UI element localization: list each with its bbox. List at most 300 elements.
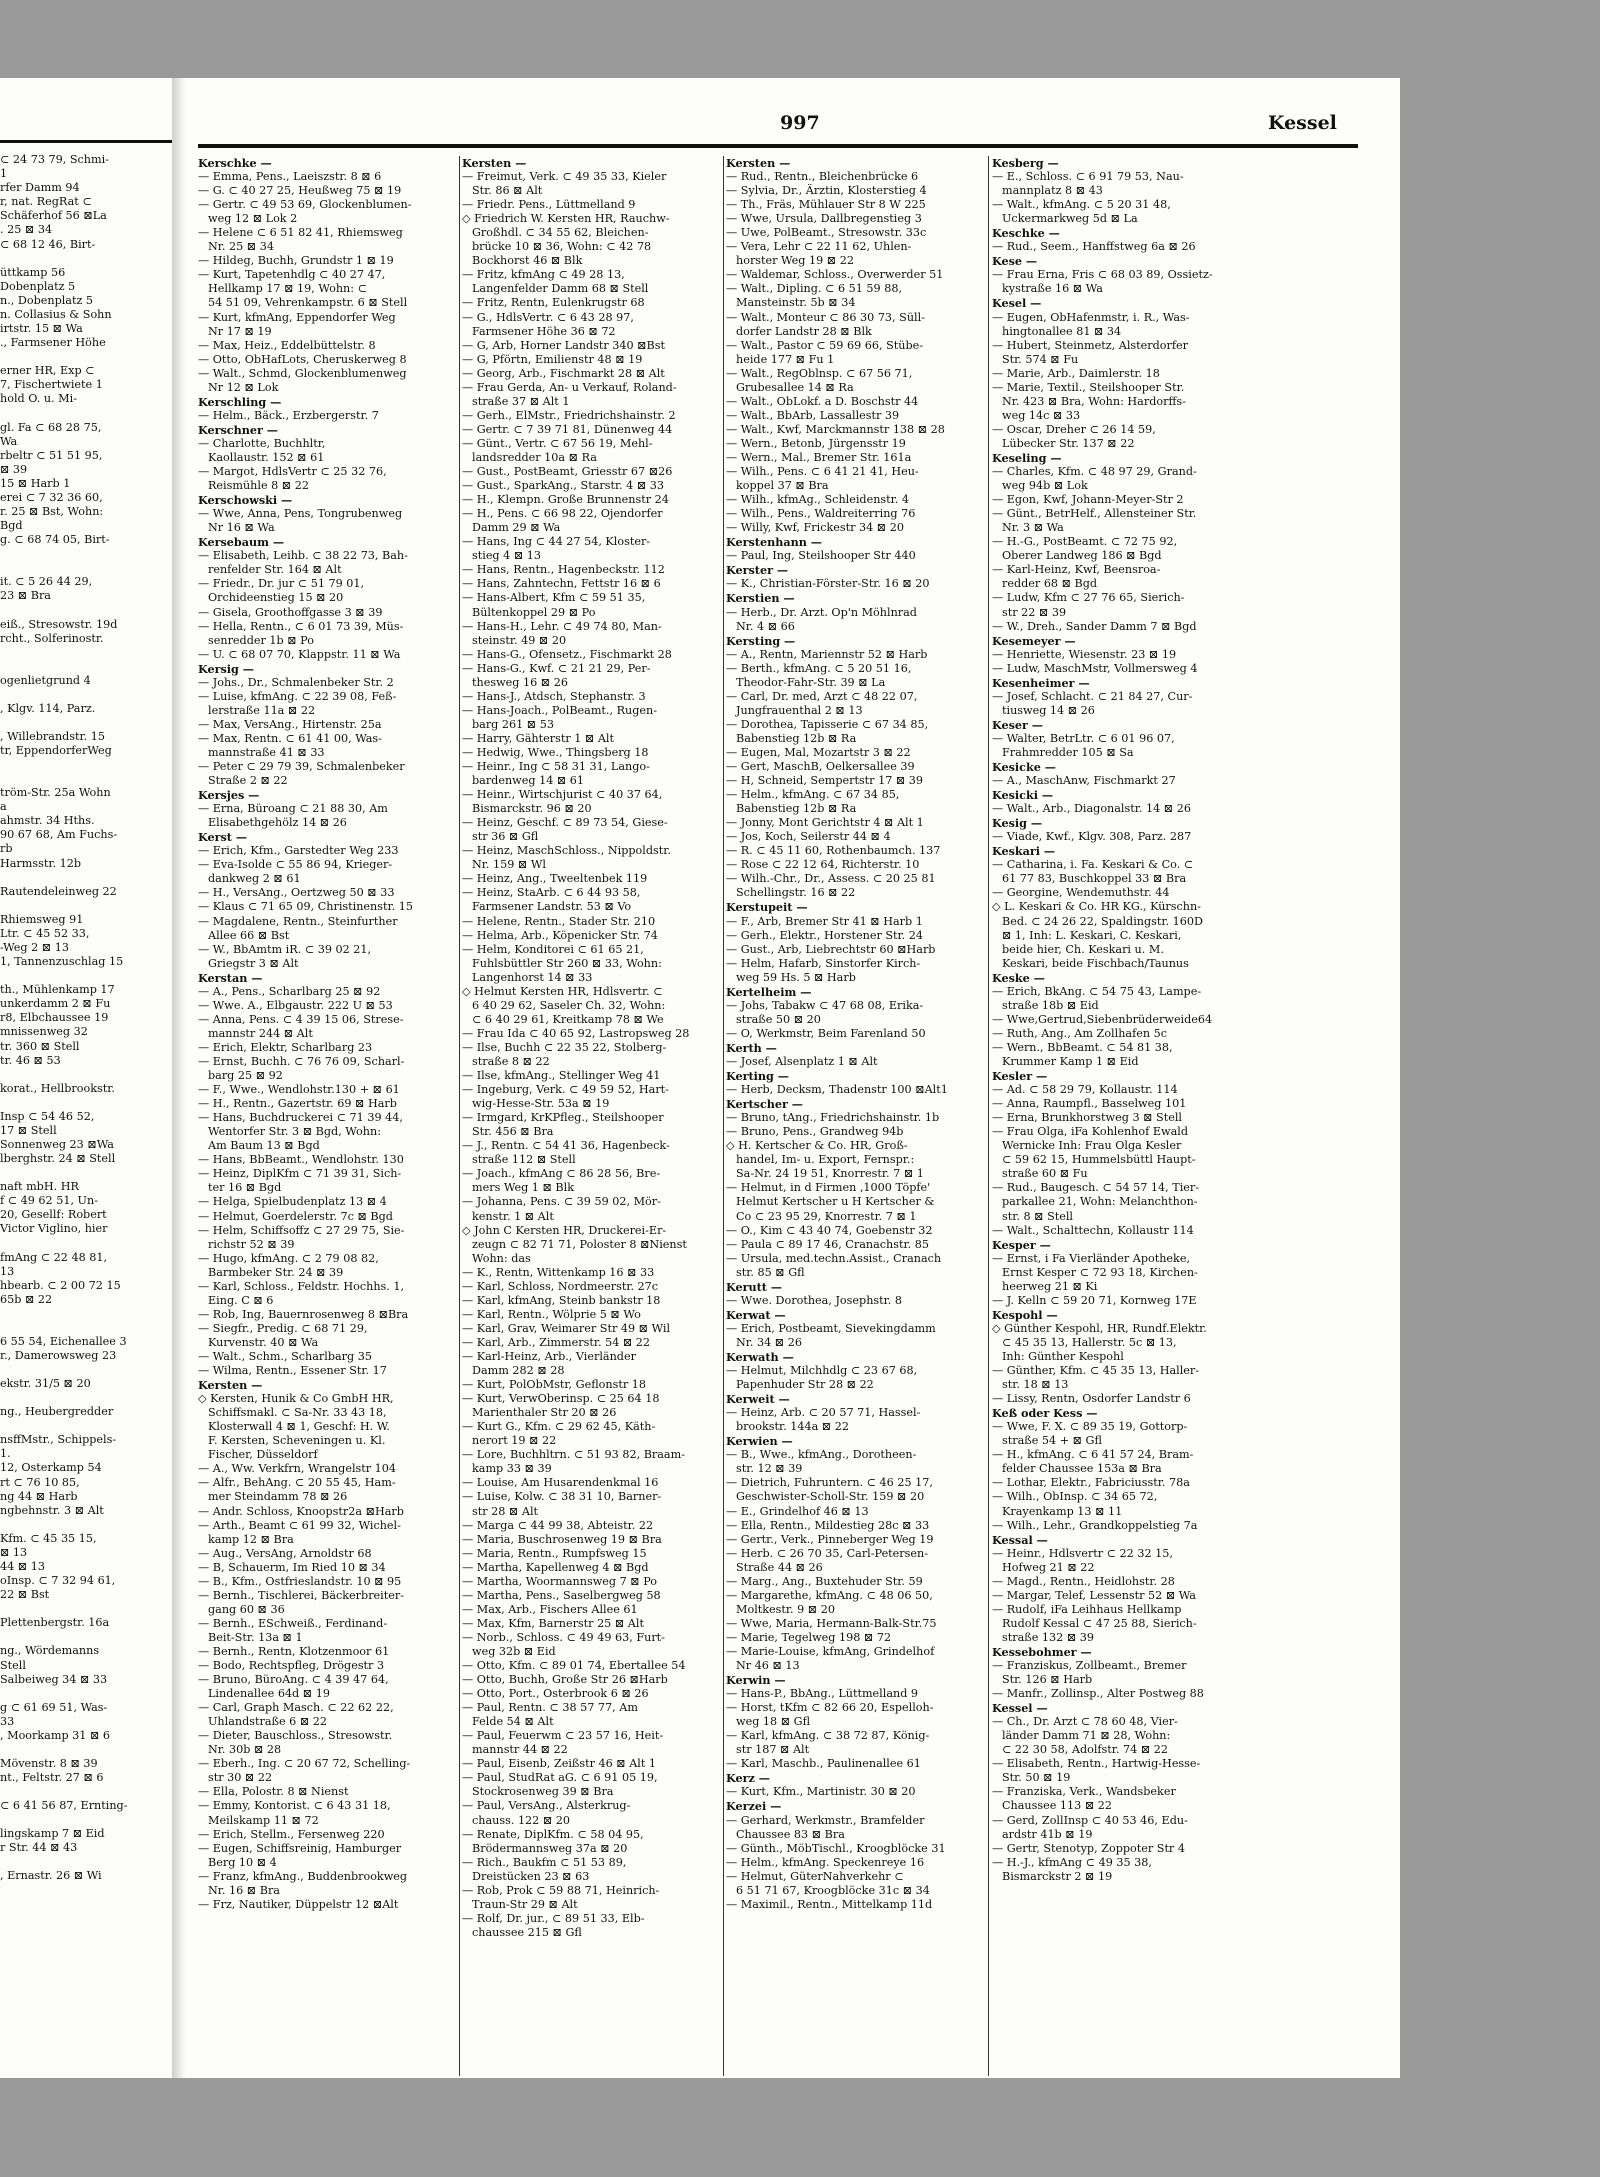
left-fragment-line: Stell	[0, 1658, 26, 1672]
directory-entry-line: ⊂ 45 35 13, Hallerstr. 5c ⊠ 13,	[1002, 1335, 1177, 1349]
left-fragment-line	[0, 561, 172, 575]
left-fragment-line: eiß., Stresowstr. 19d	[0, 617, 118, 631]
directory-entry-line: — Marie-Louise, kfmAng, Grindelhof	[726, 1644, 935, 1658]
directory-entry-line: — Hans-G., Ofensetz., Fischmarkt 28	[462, 647, 672, 661]
directory-entry-line: weg 14c ⊠ 33	[1002, 408, 1081, 422]
directory-entry-line: — G, Arb, Horner Landstr 340 ⊠Bst	[462, 338, 666, 352]
directory-column-4	[992, 156, 1254, 1884]
directory-entry-line: — Kurt G., Kfm. ⊂ 29 62 45, Käth-	[462, 1420, 656, 1434]
directory-entry-line: heerweg 21 ⊠ Ki	[1002, 1279, 1098, 1293]
directory-entry-line: — Paul, Rentn. ⊂ 38 57 77, Am	[462, 1701, 638, 1715]
directory-entry-line: — Siegfr., Predig. ⊂ 68 71 29,	[198, 1321, 368, 1335]
directory-entry-line: Kesel —	[992, 296, 1042, 311]
left-fragment-line: , Moorkamp 31 ⊠ 6	[0, 1728, 111, 1742]
directory-entry-line: — Walt., RegOblnsp. ⊂ 67 56 71,	[726, 366, 913, 380]
directory-entry-line: Schellingstr. 16 ⊠ 22	[736, 886, 856, 900]
directory-entry-line: — Hugo, kfmAng. ⊂ 2 79 08 82,	[198, 1251, 379, 1265]
directory-entry-line: — Aug., VersAng, Arnoldstr 68	[198, 1546, 372, 1560]
left-fragment-line: , Klgv. 114, Parz.	[0, 701, 96, 715]
left-fragment-line	[0, 1630, 172, 1644]
directory-entry-line: — Helmut, Milchhdlg ⊂ 23 67 68,	[726, 1364, 918, 1378]
left-fragment-line: rt ⊂ 76 10 85,	[0, 1475, 80, 1489]
directory-entry-line: — O., Kim ⊂ 43 40 74, Goebenstr 32	[726, 1223, 933, 1237]
left-fragment-line: 90 67 68, Am Fuchs-	[0, 828, 118, 842]
left-fragment-line: f ⊂ 49 62 51, Un-	[0, 1194, 98, 1208]
directory-entry-line: Papenhuder Str 28 ⊠ 22	[736, 1378, 874, 1392]
left-fragment-line: tr. 360 ⊠ Stell	[0, 1039, 80, 1053]
directory-entry-line: — Ursula, med.techn.Assist., Cranach	[726, 1251, 942, 1265]
directory-entry-line: — Hildeg, Buchh, Grundstr 1 ⊠ 19	[198, 254, 394, 268]
directory-entry-line: — Maximil., Rentn., Mittelkamp 11d	[726, 1897, 933, 1911]
left-fragment-line	[0, 1602, 172, 1616]
directory-entry-line: Hellkamp 17 ⊠ 19, Wohn: ⊂	[208, 282, 367, 296]
directory-entry-line: chaussee 215 ⊠ Gfl	[472, 1925, 582, 1939]
directory-entry-line: — Rudolf, iFa Leihhaus Hellkamp	[992, 1602, 1182, 1616]
directory-entry-line: — Hans, Ing ⊂ 44 27 54, Kloster-	[462, 535, 651, 549]
directory-entry-line: — Heinr., Wirtschjurist ⊂ 40 37 64,	[462, 788, 663, 802]
directory-entry-line: — Louise, Am Husarendenkmal 16	[462, 1476, 659, 1490]
directory-entry-line: 54 51 09, Vehrenkampstr. 6 ⊠ Stell	[208, 296, 408, 310]
directory-entry-line: — Walt., Schm., Scharlbarg 35	[198, 1349, 372, 1363]
directory-entry-line: — Wwe, Maria, Hermann-Balk-Str.75	[726, 1616, 937, 1630]
left-fragment-line: , Willebrandstr. 15	[0, 729, 106, 743]
left-fragment-line	[0, 1419, 172, 1433]
directory-entry-line: — Martha, Pens., Saselbergweg 58	[462, 1588, 661, 1602]
directory-entry-line: landsredder 10a ⊠ Ra	[472, 450, 597, 464]
directory-entry-line: Kerster —	[726, 563, 789, 578]
left-fragment-line: a	[0, 800, 7, 814]
directory-entry-line: heide 177 ⊠ Fu 1	[736, 352, 835, 366]
left-fragment-line: ⊂ 24 73 79, Schmi-	[0, 153, 109, 166]
directory-entry-line: — Hedwig, Wwe., Thingsberg 18	[462, 745, 649, 759]
directory-entry-line: brookstr. 144a ⊠ 22	[736, 1420, 849, 1434]
directory-entry-line: Kesicki —	[992, 788, 1054, 803]
directory-entry-line: — Ilse, Buchh ⊂ 22 35 22, Stolberg-	[462, 1040, 667, 1054]
directory-entry-line: — J., Rentn. ⊂ 54 41 36, Hagenbeck-	[462, 1139, 670, 1153]
directory-entry-line: — Hans, BbBeamt., Wendlohstr. 130	[198, 1153, 404, 1167]
directory-entry-line: — Frau Gerda, An- u Verkauf, Roland-	[462, 380, 677, 394]
directory-entry-line: — Paul, Eisenb, Zeißstr 46 ⊠ Alt 1	[462, 1757, 657, 1771]
directory-entry-line: — Fritz, kfmAng ⊂ 49 28 13,	[462, 268, 625, 282]
directory-entry-line: — Bernh., ESchweiß., Ferdinand-	[198, 1616, 388, 1630]
directory-entry-line: — Eugen, ObHafenmstr, i. R., Was-	[992, 310, 1190, 324]
left-fragment-line: ng., Heubergredder	[0, 1405, 114, 1419]
directory-entry-line: — U. ⊂ 68 07 70, Klappstr. 11 ⊠ Wa	[198, 647, 401, 661]
directory-entry-line: — R. ⊂ 45 11 60, Rothenbaumch. 137	[726, 844, 941, 858]
scanned-page	[0, 78, 1400, 2078]
left-fragment-line	[0, 899, 172, 913]
directory-entry-line: — Otto, Buchh, Große Str 26 ⊠Harb	[462, 1673, 668, 1687]
directory-entry-line: — Helmut, in d Firmen ‚1000 Töpfe'	[726, 1181, 931, 1195]
directory-entry-line: ◇ Helmut Kersten HR, Hdlsvertr. ⊂	[462, 984, 663, 998]
directory-entry-line: — Walt., Schmd, Glockenblumenweg	[198, 366, 407, 380]
directory-entry-line: — G. ⊂ 40 27 25, Heußweg 75 ⊠ 19	[198, 184, 402, 198]
directory-entry-line: — Kurt, Tapetenhdlg ⊂ 40 27 47,	[198, 268, 386, 282]
left-fragment-line: r., Damerowsweg 23	[0, 1349, 117, 1362]
left-fragment-line: oInsp. ⊂ 7 32 94 61,	[0, 1574, 116, 1588]
directory-entry-line: Griegstr 3 ⊠ Alt	[208, 956, 299, 970]
directory-entry-line: Bültenkoppel 29 ⊠ Po	[472, 605, 596, 619]
directory-entry-line: — Dieter, Bauschloss., Stresowstr.	[198, 1729, 393, 1743]
directory-entry-line: str 22 ⊠ 39	[1002, 605, 1067, 619]
directory-entry-line: — Waldemar, Schloss., Overwerder 51	[726, 268, 944, 282]
left-fragment-line: 17 ⊠ Stell	[0, 1123, 57, 1137]
left-fragment-line: Sonnenweg 23 ⊠Wa	[0, 1137, 114, 1151]
directory-entry-line: — Karl, Schloss, Nordmeerstr. 27c	[462, 1279, 659, 1293]
directory-entry-line: — Helm, Konditorei ⊂ 61 65 21,	[462, 942, 644, 956]
directory-entry-line: Krummer Kamp 1 ⊠ Eid	[1002, 1055, 1139, 1068]
directory-entry-line: — Ella, Polostr. 8 ⊠ Nienst	[198, 1785, 349, 1799]
left-fragment-line: hbearb. ⊂ 2 00 72 15	[0, 1278, 121, 1292]
directory-entry-line: — Gust., PostBeamt, Griesstr 67 ⊠26	[462, 465, 673, 479]
directory-entry-line: Grubesallee 14 ⊠ Ra	[736, 380, 854, 394]
directory-entry-line: Keseling —	[992, 450, 1062, 465]
directory-entry-line: dorfer Landstr 28 ⊠ Blk	[736, 324, 872, 338]
directory-entry-line: — Luise, kfmAng. ⊂ 22 39 08, Feß-	[198, 689, 397, 703]
directory-entry-line: Kerstenhann —	[726, 535, 822, 550]
directory-entry-line: — Otto, ObHafLots, Cheruskerweg 8	[198, 352, 407, 366]
directory-entry-line: Babenstieg 12b ⊠ Ra	[736, 802, 857, 816]
directory-entry-line: redder 68 ⊠ Bgd	[1002, 577, 1098, 591]
directory-entry-line: — Wwe. A., Elbgaustr. 222 U ⊠ 53	[198, 998, 393, 1012]
directory-entry-line: Kerweit —	[726, 1392, 790, 1407]
directory-entry-line: senredder 1b ⊠ Po	[208, 633, 314, 647]
directory-entry-line: ◇ Friedrich W. Kersten HR, Rauchw-	[462, 212, 670, 226]
left-fragment-line: rfer Damm 94	[0, 181, 80, 195]
directory-entry-line: Lübecker Str. 137 ⊠ 22	[1002, 436, 1135, 450]
left-fragment-line	[0, 758, 172, 772]
directory-entry-line: — Frau Ida ⊂ 40 65 92, Lastropsweg 28	[462, 1026, 690, 1040]
directory-entry-line: — Friedr., Dr. jur ⊂ 51 79 01,	[198, 577, 365, 591]
left-fragment-line	[0, 688, 172, 702]
directory-entry-line: — Lothar, Elektr., Fabriciusstr. 78a	[992, 1476, 1190, 1490]
left-fragment-line: Plettenbergstr. 16a	[0, 1616, 110, 1630]
directory-entry-line: felder Chaussee 153a ⊠ Bra	[1002, 1462, 1162, 1476]
directory-entry-line: Str. 456 ⊠ Bra	[472, 1125, 554, 1139]
directory-entry-line: — Carl, Dr. med, Arzt ⊂ 48 22 07,	[726, 689, 918, 703]
directory-entry-line: Frahmredder 105 ⊠ Sa	[1002, 745, 1134, 759]
column-divider	[723, 156, 724, 2076]
left-fragment-line: Rautendeleinweg 22	[0, 884, 117, 898]
directory-entry-line: — Günth., MöbTischl., Kroogblöcke 31	[726, 1841, 946, 1855]
directory-entry-line: — Karl-Heinz, Arb., Vierländer	[462, 1349, 636, 1363]
directory-entry-line: — Hans, Rentn., Hagenbeckstr. 112	[462, 563, 665, 577]
left-fragment-line: rbeltr ⊂ 51 51 95,	[0, 448, 103, 462]
left-fragment-line: th., Mühlenkamp 17	[0, 983, 115, 997]
directory-entry-line: — Hans-P., BbAng., Lüttmelland 9	[726, 1687, 919, 1701]
directory-entry-line: — Bernh., Tischlerei, Bäckerbreiter-	[198, 1588, 404, 1602]
directory-entry-line: — Henriette, Wiesenstr. 23 ⊠ 19	[992, 647, 1177, 661]
page-number: 997	[780, 112, 820, 134]
directory-entry-line: — Johs, Tabakw ⊂ 47 68 08, Erika-	[726, 998, 924, 1012]
left-fragment-line: 23 ⊠ Bra	[0, 589, 51, 603]
directory-entry-line: Reismühle 8 ⊠ 22	[208, 479, 309, 493]
directory-entry-line: Kespohl —	[992, 1307, 1058, 1322]
directory-entry-line: — Franziska, Verk., Wandsbeker	[992, 1785, 1176, 1799]
directory-entry-line: — Wilh., Pens., Waldreiterring 76	[726, 507, 916, 521]
directory-entry-line: — Karl, Grav, Weimarer Str 49 ⊠ Wil	[462, 1321, 671, 1335]
directory-entry-line: Kersten —	[462, 156, 527, 170]
directory-entry-line: — Bruno, Pens., Grandweg 94b	[726, 1125, 904, 1139]
directory-entry-line: Geschwister-Scholl-Str. 159 ⊠ 20	[736, 1490, 925, 1504]
directory-entry-line: Wernicke Inh: Frau Olga Kesler	[1002, 1139, 1182, 1153]
directory-entry-line: Kesler —	[992, 1069, 1048, 1084]
directory-entry-line: — Martha, Kapellenweg 4 ⊠ Bgd	[462, 1560, 649, 1574]
directory-entry-line: — Anna, Pens. ⊂ 4 39 15 06, Strese-	[198, 1012, 404, 1026]
directory-entry-line: — Gertr., Verk., Pinneberger Weg 19	[726, 1532, 934, 1546]
directory-entry-line: — F., Wwe., Wendlohstr.130 + ⊠ 61	[198, 1083, 400, 1097]
directory-entry-line: Moltkestr. 9 ⊠ 20	[736, 1602, 835, 1616]
directory-entry-line: Kerschling —	[198, 394, 282, 409]
directory-entry-line: — Karl, Schloss., Feldstr. Hochhs. 1,	[198, 1279, 405, 1293]
directory-entry-line: — Bruno, tAng., Friedrichshainstr. 1b	[726, 1111, 940, 1125]
directory-entry-line: handel, Im- u. Export, Fernspr.:	[736, 1153, 915, 1167]
directory-entry-line: Jungfrauenthal 2 ⊠ 13	[736, 703, 863, 717]
directory-entry-line: — H., VersAng., Oertzweg 50 ⊠ 33	[198, 886, 395, 900]
directory-entry-line: — H.-J., kfmAng ⊂ 49 35 38,	[992, 1855, 1152, 1869]
directory-entry-line: lerstraße 11a ⊠ 22	[208, 703, 316, 717]
directory-entry-line: — Manfr., Zollinsp., Alter Postweg 88	[992, 1687, 1204, 1701]
directory-entry-line: Nr 16 ⊠ Wa	[208, 521, 275, 535]
directory-entry-line: — Georg, Arb., Fischmarkt 28 ⊠ Alt	[462, 366, 665, 380]
directory-entry-line: — Karl, Arb., Zimmerstr. 54 ⊠ 22	[462, 1335, 651, 1349]
left-fragment-line: ahmstr. 34 Hths.	[0, 814, 95, 828]
directory-entry-line: — Margarethe, kfmAng. ⊂ 48 06 50,	[726, 1588, 933, 1602]
directory-entry-line: ◇ Kersten, Hunik & Co GmbH HR,	[198, 1392, 394, 1406]
directory-entry-line: nerort 19 ⊠ 22	[472, 1434, 557, 1448]
directory-entry-line: Marienthaler Str 20 ⊠ 26	[472, 1406, 617, 1420]
directory-entry-line: — Georgine, Wendemuthstr. 44	[992, 886, 1170, 900]
directory-entry-line: ardstr 41b ⊠ 19	[1002, 1827, 1093, 1841]
directory-entry-line: — Marg., Ang., Buxtehuder Str. 59	[726, 1574, 923, 1588]
directory-entry-line: weg 12 ⊠ Lok 2	[208, 212, 298, 226]
directory-entry-line: — Bernh., Rentn, Klotzenmoor 61	[198, 1644, 390, 1658]
directory-entry-line: Str. 574 ⊠ Fu	[1002, 352, 1079, 366]
directory-entry-line: — Max, Heiz., Eddelbüttelstr. 8	[198, 338, 376, 352]
left-fragment-line: fmAng ⊂ 22 48 81,	[0, 1250, 108, 1264]
directory-entry-line: Wohn: das	[472, 1251, 531, 1265]
left-fragment-line: korat., Hellbrookstr.	[0, 1081, 115, 1095]
directory-entry-line: — Horst, tKfm ⊂ 82 66 20, Espelloh-	[726, 1701, 934, 1715]
column-divider	[459, 156, 460, 2076]
book-gutter	[172, 78, 194, 2078]
directory-entry-line: — Gertr. ⊂ 49 53 69, Glockenblumen-	[198, 198, 412, 212]
left-fragment-line: gl. Fa ⊂ 68 28 75,	[0, 420, 102, 434]
directory-entry-line: zeugn ⊂ 82 71 71, Poloster 8 ⊠Nienst	[472, 1237, 687, 1251]
column-divider	[988, 156, 989, 2076]
header-keyword: Kessel	[1268, 112, 1337, 134]
directory-entry-line: — Wwe. Dorothea, Josephstr. 8	[726, 1293, 902, 1307]
directory-entry-line: — Helmut, GüterNahverkehr ⊂	[726, 1869, 904, 1883]
directory-entry-line: Traun-Str 29 ⊠ Alt	[472, 1897, 578, 1911]
directory-entry-line: Kerwath —	[726, 1349, 794, 1364]
directory-entry-line: hingtonallee 81 ⊠ 34	[1002, 324, 1122, 338]
directory-entry-line: — E., Schloss. ⊂ 6 91 79 53, Nau-	[992, 170, 1184, 184]
directory-entry-line: Mansteinstr. 5b ⊠ 34	[736, 296, 856, 310]
directory-entry-line: — Kurt, kfmAng, Eppendorfer Weg	[198, 310, 396, 324]
directory-entry-line: weg 59 Hs. 5 ⊠ Harb	[736, 970, 856, 984]
directory-entry-line: Nr. 3 ⊠ Wa	[1002, 521, 1064, 535]
directory-entry-line: — Viade, Kwf., Klgv. 308, Parz. 287	[992, 830, 1192, 844]
directory-entry-line: — Paul, StudRat aG. ⊂ 6 91 05 19,	[462, 1771, 658, 1785]
directory-entry-line: Uhlandstraße 6 ⊠ 22	[208, 1715, 327, 1729]
left-fragment-line: ekstr. 31/5 ⊠ 20	[0, 1377, 91, 1391]
left-fragment-line: naft mbH. HR	[0, 1180, 79, 1194]
directory-entry-line: ◇ L. Keskari & Co. HR KG., Kürschn-	[992, 900, 1201, 914]
left-fragment-line	[0, 252, 172, 266]
directory-entry-line: — Norb., Schloss. ⊂ 49 49 63, Furt-	[462, 1630, 665, 1644]
left-fragment-line	[0, 1321, 172, 1335]
directory-entry-line: Nr. 30b ⊠ 28	[208, 1743, 282, 1757]
directory-entry-line: — Jonny, Mont Gerichtstr 4 ⊠ Alt 1	[726, 816, 924, 830]
left-fragment-line: n. Collasius & Sohn	[0, 307, 112, 321]
left-fragment-line: Harmsstr. 12b	[0, 856, 81, 870]
directory-entry-line: — Gertr, Stenotyp, Zoppoter Str 4	[992, 1841, 1185, 1855]
directory-entry-line: — Max, Arb., Fischers Allee 61	[462, 1602, 638, 1616]
directory-entry-line: — Erna, Brunkhorstweg 3 ⊠ Stell	[992, 1111, 1182, 1125]
directory-entry-line: — Helene, Rentn., Stader Str. 210	[462, 914, 656, 928]
directory-entry-line: — Walt., BbArb, Lassallestr 39	[726, 408, 900, 422]
left-fragment-line	[0, 871, 172, 885]
directory-entry-line: Kerting —	[726, 1069, 789, 1084]
directory-entry-line: — Max, Rentn. ⊂ 61 41 00, Was-	[198, 731, 382, 745]
directory-entry-line: — Günt., BetrHelf., Allensteiner Str.	[992, 507, 1197, 521]
directory-entry-line: — Maria, Buschrosenweg 19 ⊠ Bra	[462, 1532, 662, 1546]
directory-entry-line: str. 8 ⊠ Stell	[1002, 1209, 1074, 1223]
directory-entry-line: — B., Wwe., kfmAng., Dorotheen-	[726, 1448, 917, 1462]
left-fragment-line: tr. 46 ⊠ 53	[0, 1053, 61, 1067]
directory-entry-line: — Berth., kfmAng. ⊂ 5 20 51 16,	[726, 661, 912, 675]
directory-entry-line: — Gerd, ZollInsp ⊂ 40 53 46, Edu-	[992, 1813, 1188, 1827]
directory-entry-line: straße 112 ⊠ Stell	[472, 1153, 576, 1167]
directory-entry-line: kamp 12 ⊠ Bra	[208, 1532, 294, 1546]
directory-entry-line: länder Damm 71 ⊠ 28, Wohn:	[1002, 1729, 1171, 1743]
directory-entry-line: Co ⊂ 23 95 29, Knorrestr. 7 ⊠ 1	[736, 1209, 917, 1223]
directory-entry-line: — Wern., BbBeamt. ⊂ 54 81 38,	[992, 1040, 1173, 1054]
directory-entry-line: — Gertr. ⊂ 7 39 71 81, Dünenweg 44	[462, 422, 673, 436]
directory-column-1	[198, 156, 452, 1912]
directory-entry-line: ⊂ 6 40 29 61, Kreitkamp 78 ⊠ We	[472, 1012, 664, 1026]
left-fragment-line: r, nat. RegRat ⊂	[0, 195, 92, 209]
directory-entry-line: — Hubert, Steinmetz, Alsterdorfer	[992, 338, 1188, 352]
left-fragment-line	[0, 350, 172, 364]
directory-entry-line: Kesicke —	[992, 760, 1056, 775]
directory-entry-line: Kersjes —	[198, 788, 260, 803]
directory-entry-line: — Frau Olga, iFa Kohlenhof Ewald	[992, 1125, 1188, 1139]
directory-entry-line: ◇ H. Kertscher & Co. HR, Groß-	[726, 1139, 908, 1153]
left-fragment-line: r8, Elbchaussee 19	[0, 1011, 109, 1025]
directory-entry-line: barg 25 ⊠ 92	[208, 1069, 283, 1083]
directory-entry-line: beide hier, Ch. Keskari u. M.	[1002, 942, 1164, 956]
directory-entry-line: Kertelheim —	[726, 984, 812, 999]
directory-entry-line: — Catharina, i. Fa. Keskari & Co. ⊂	[992, 858, 1194, 872]
directory-entry-line: mannplatz 8 ⊠ 43	[1002, 184, 1103, 198]
directory-entry-line: — Franz, kfmAng., Buddenbrookweg	[198, 1869, 408, 1883]
directory-entry-line: Fischer, Düsseldorf	[208, 1448, 318, 1462]
directory-entry-line: Kerzei —	[726, 1799, 782, 1814]
directory-entry-line: — Arth., Beamt ⊂ 61 99 32, Wichel-	[198, 1518, 401, 1532]
directory-entry-line: Lindenallee 64d ⊠ 19	[208, 1687, 330, 1701]
directory-entry-line: Kerschowski —	[198, 493, 293, 508]
directory-entry-line: — A., Ww. Verkfrn, Wrangelstr 104	[198, 1462, 397, 1476]
directory-entry-line: — Helene ⊂ 6 51 82 41, Rhiemsweg	[198, 226, 403, 240]
directory-entry-line: straße 50 ⊠ 20	[736, 1012, 821, 1026]
left-fragment-line	[0, 772, 172, 786]
directory-entry-line: — Heinz, Ang., Tweeltenbek 119	[462, 872, 648, 886]
directory-entry-line: Chaussee 113 ⊠ 22	[1002, 1799, 1112, 1813]
directory-entry-line: — Erich, Elektr, Scharlbarg 23	[198, 1040, 373, 1054]
directory-entry-line: straße 60 ⊠ Fu	[1002, 1167, 1088, 1181]
left-fragment-line: Wa	[0, 434, 18, 448]
directory-entry-line: — Dorothea, Tapisserie ⊂ 67 34 85,	[726, 717, 929, 731]
directory-entry-line: Nr. 25 ⊠ 34	[208, 240, 274, 254]
directory-entry-line: chauss. 122 ⊠ 20	[472, 1813, 571, 1827]
directory-entry-line: — Karl, kfmAng, Steinb bankstr 18	[462, 1293, 661, 1307]
directory-entry-line: — Walt., Arb., Diagonalstr. 14 ⊠ 26	[992, 802, 1191, 816]
directory-entry-line: Elisabethgehölz 14 ⊠ 26	[208, 816, 347, 830]
directory-entry-line: — Hans, Zahntechn, Fettstr 16 ⊠ 6	[462, 577, 661, 591]
directory-entry-line: Berg 10 ⊠ 4	[208, 1855, 277, 1869]
directory-entry-line: — Gust., Arb, Liebrechtstr 60 ⊠Harb	[726, 942, 936, 956]
left-fragment-line: erner HR, Exp ⊂	[0, 364, 95, 378]
directory-entry-line: — E., Grindelhof 46 ⊠ 13	[726, 1504, 869, 1518]
directory-entry-line: Langenhorst 14 ⊠ 33	[472, 970, 593, 984]
directory-entry-line: Helmut Kertscher u H Kertscher &	[736, 1195, 935, 1209]
left-fragment-line: ogenlietgrund 4	[0, 673, 91, 687]
directory-entry-line: — F., Arb, Bremer Str 41 ⊠ Harb 1	[726, 914, 923, 928]
directory-entry-line: ter 16 ⊠ Bgd	[208, 1181, 282, 1195]
directory-entry-line: — Margar, Telef, Lessenstr 52 ⊠ Wa	[992, 1588, 1196, 1602]
directory-entry-line: — Walt., Pastor ⊂ 59 69 66, Stübe-	[726, 338, 924, 352]
left-fragment-line: . 25 ⊠ 34	[0, 223, 53, 237]
directory-entry-line: Kerstupeit —	[726, 900, 808, 915]
directory-entry-line: straße 54 + ⊠ Gfl	[1002, 1434, 1102, 1448]
directory-entry-line: — Joach., kfmAng ⊂ 86 28 56, Bre-	[462, 1167, 661, 1181]
directory-entry-line: — Erich, Kfm., Garstedter Weg 233	[198, 844, 399, 858]
directory-entry-line: — Walt., Dipling. ⊂ 6 51 59 88,	[726, 282, 903, 296]
directory-entry-line: — Heinz, StaArb. ⊂ 6 44 93 58,	[462, 886, 641, 900]
left-fragment-line: 44 ⊠ 13	[0, 1560, 45, 1574]
directory-entry-line: Bockhorst 46 ⊠ Blk	[472, 254, 583, 268]
directory-entry-line: Str. 50 ⊠ 19	[1002, 1771, 1071, 1785]
directory-entry-line: — Ruth, Ang., Am Zollhafen 5c	[992, 1026, 1167, 1040]
left-fragment-line: 22 ⊠ Bst	[0, 1588, 50, 1602]
directory-entry-line: — K., Rentn, Wittenkamp 16 ⊠ 33	[462, 1265, 655, 1279]
directory-entry-line: thesweg 16 ⊠ 26	[472, 675, 568, 689]
directory-entry-line: — Uwe, PolBeamt., Stresowstr. 33c	[726, 226, 927, 240]
directory-entry-line: — Marie, Tegelweg 198 ⊠ 72	[726, 1630, 892, 1644]
directory-entry-line: Damm 29 ⊠ Wa	[472, 521, 561, 535]
directory-entry-line: — Max, Kfm, Barnerstr 25 ⊠ Alt	[462, 1616, 644, 1630]
directory-entry-line: — Kurt, PolObMstr, Geflonstr 18	[462, 1378, 646, 1392]
directory-entry-line: — Carl, Graph Masch. ⊂ 22 62 22,	[198, 1701, 394, 1715]
left-fragment-line: Ltr. ⊂ 45 52 33,	[0, 926, 90, 940]
directory-entry-line: Kertscher —	[726, 1097, 803, 1112]
directory-entry-line: Nr. 423 ⊠ Bra, Wohn: Hardorffs-	[1002, 394, 1186, 408]
directory-entry-line: — Johs., Dr., Schmalenbeker Str. 2	[198, 675, 394, 689]
directory-entry-line: — Paula ⊂ 89 17 46, Cranachstr. 85	[726, 1237, 929, 1251]
left-fragment-line: 65b ⊠ 22	[0, 1292, 53, 1306]
directory-entry-line: Stockrosenweg 39 ⊠ Bra	[472, 1785, 614, 1799]
directory-entry-line: — Vera, Lehr ⊂ 22 11 62, Uhlen-	[726, 240, 912, 254]
directory-entry-line: 6 40 29 62, Saseler Ch. 32, Wohn:	[472, 998, 666, 1012]
left-fragment-line	[0, 1855, 172, 1869]
left-fragment-line: ⊠ 13	[0, 1545, 28, 1559]
directory-entry-line: — A., Pens., Scharlbarg 25 ⊠ 92	[198, 984, 381, 998]
directory-entry-line: stieg 4 ⊠ 13	[472, 549, 541, 563]
directory-entry-line: steinstr. 49 ⊠ 20	[472, 633, 567, 647]
directory-entry-line: — Heinr., Ing ⊂ 58 31 31, Lango-	[462, 760, 650, 774]
